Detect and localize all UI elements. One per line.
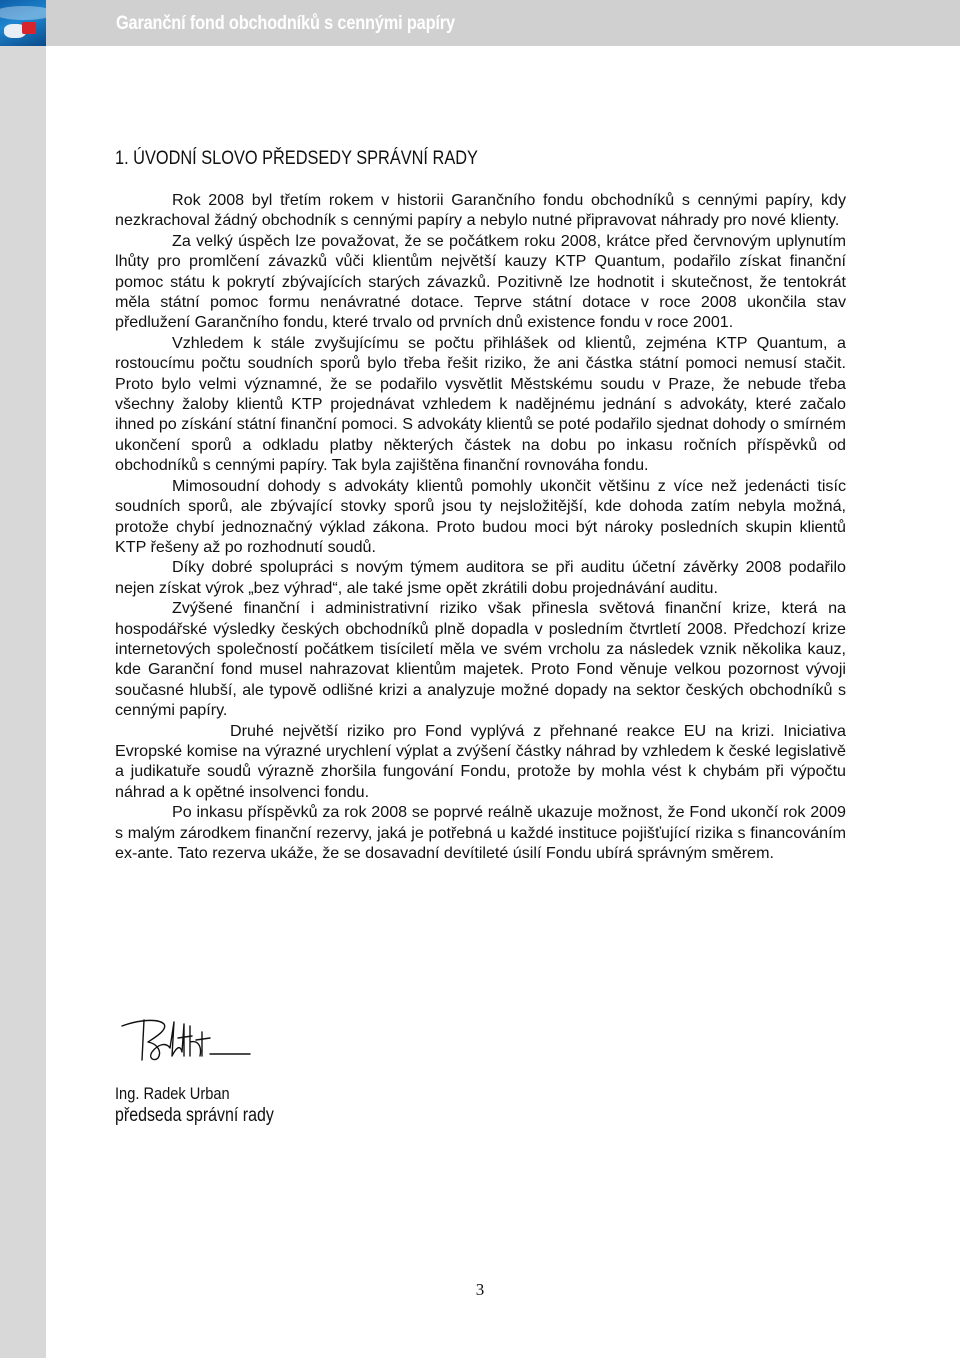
paragraph: Za velký úspěch lze považovat, že se počátkem roku 2008, krátce před červnovým uplynutím lhůty pro promlčení závazků vůči klientům největší kauzy KTP Quantum, podařilo získat finanční pomoc státu k pokrytí zbývajících starých závazků. Pozitivně lze hodnotit i skutečnost, že tentokrát měla státní pomoc formu nenávratné dotace. Teprve státní dotace v roce 2008 ukončila stav předlužení Garančního fondu, které trvalo od prvních dnů existence fondu v roce 2001.: [115, 231, 846, 332]
paragraph: Vzhledem k stále zvyšujícímu se počtu přihlášek od klientů, zejména KTP Quantum, a rostoucímu počtu soudních sporů bylo třeba řešit riziko, že ani částka státní pomoci nemusí stačit. Proto bylo velmi významné, že se podařilo vysvětlit Městskému soudu v Praze, že nebude třeba všechny žaloby klientů KTP projednávat vzhledem k nadějnému jednání s advokáty, které začalo ihned po získání státní finanční pomoci. S advokáty klientů se poté podařilo sjednat dohody o smírném ukončení sporů a odkladu platby některých částek na dobu po inkasu ročních příspěvků od obchodníků s cennými papíry. Tak byla zajištěna finanční rovnováha fondu.: [115, 333, 846, 475]
signer-name: Ing. Radek Urban: [115, 1084, 230, 1103]
fund-logo: [0, 0, 46, 46]
paragraph: Mimosoudní dohody s advokáty klientů pomohly ukončit většinu z více než jedenácti tisíc soudních sporů, ale zbývající stovky sporů jsou ty nejsložitější, kde dohoda zatím nebyla možná, protože chybí jednoznačný výklad zákona. Proto budou moci být nároky posledních skupin klientů KTP řešeny až po rozhodnutí soudů.: [115, 476, 846, 556]
logo-wave: [0, 6, 46, 20]
logo-mark: [22, 22, 36, 34]
paragraph: Díky dobré spolupráci s novým týmem auditora se při auditu účetní závěrky 2008 podařilo nejen získat výrok „bez výhrad“, ale také jsme opět zkrátili dobu projednávání auditu.: [115, 558, 846, 597]
paragraph: Rok 2008 byl třetím rokem v historii Garančního fondu obchodníků s cennými papíry, kdy nezkrachoval žádný obchodník s cennými papíry a nebylo nutné připravovat náhrady pro nové klienty.: [115, 191, 846, 230]
page-number: 3: [475, 1280, 485, 1299]
paragraph: Zvýšené finanční i administrativní riziko však přinesla světová finanční krize, která na hospodářské výsledky českých obchodníků plně dopadla v posledním čtvrtletí 2008. Předchozí krize internetových společností počátkem tisíciletí měla ve svém vrcholu za následek vznik několika kauz, kde Garanční fond musel nahrazovat klientům majetek. Proto Fond věnuje velkou pozornost vývoji současné hlubší, ale typově odlišné krizi a analyzuje možné dopady na sektor českých obchodníků s cennými papíry.: [115, 599, 846, 720]
handwritten-signature: [118, 1012, 253, 1068]
paragraph: Po inkasu příspěvků za rok 2008 se poprvé reálně ukazuje možnost, že Fond ukončí rok 2009 s malým zárodkem finanční rezervy, jaká je potřebná u každé instituce pojišťující rizika s financováním ex-ante. Tato rezerva ukáže, že se dosavadní devítileté úsilí Fondu ubírá správným směrem.: [115, 803, 846, 862]
body-text: [115, 190, 846, 863]
section-heading: 1. ÚVODNÍ SLOVO PŘEDSEDY SPRÁVNÍ RADY: [115, 148, 478, 169]
paragraph: Druhé největší riziko pro Fond vyplývá z přehnané reakce EU na krizi. Iniciativa Evropské komise na výrazné urychlení výplat a zvýšení částky náhrad by vzhledem k české legislativě a judikatuře soudů výrazně zhoršila fungování Fondu, protože by mohla vést k chybám při výpočtu náhrad a k opětné insolvenci fondu.: [115, 721, 846, 801]
signer-role: předseda správní rady: [115, 1105, 274, 1126]
left-margin-band: [0, 0, 46, 1358]
header-title: Garanční fond obchodníků s cennými papíry: [116, 13, 455, 34]
